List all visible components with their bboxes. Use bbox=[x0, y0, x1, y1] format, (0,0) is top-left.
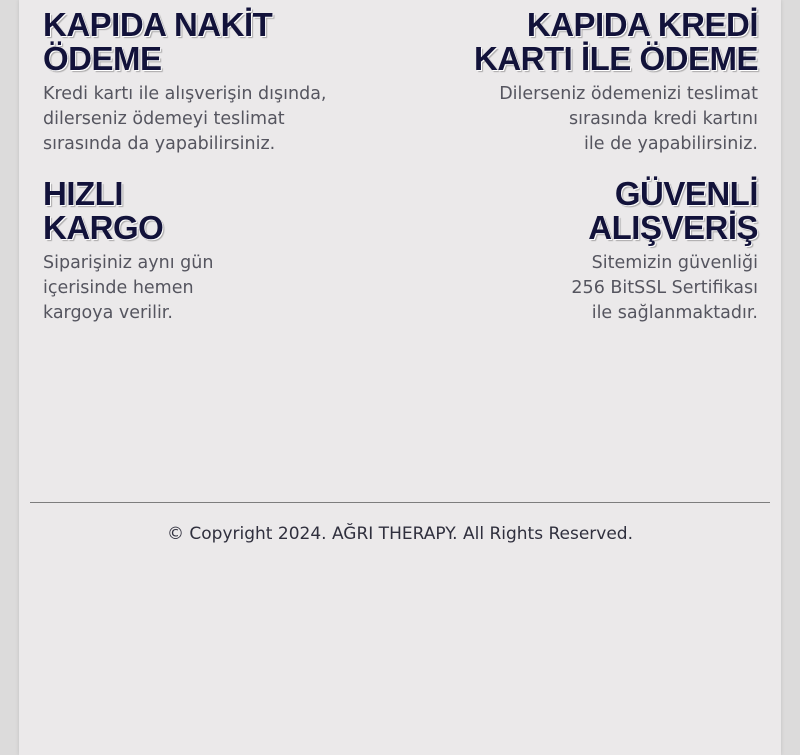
feature-cash-on-delivery bbox=[43, 8, 363, 157]
feature-title bbox=[43, 8, 363, 76]
feature-description-line: ile de yapabilirsiniz. bbox=[584, 134, 758, 154]
feature-title-line: HIZLI bbox=[43, 175, 123, 212]
feature-description-line: Dilerseniz ödemenizi teslimat bbox=[499, 84, 758, 104]
page-container bbox=[19, 0, 781, 755]
feature-description-line: dilerseniz ödemeyi teslimat bbox=[43, 109, 285, 129]
copyright-text: © Copyright 2024. AĞRI THERAPY. All Rights Reserved. bbox=[167, 524, 633, 544]
feature-description-line: Siparişiniz aynı gün bbox=[43, 253, 214, 273]
feature-title-line: ALIŞVERİŞ bbox=[588, 209, 758, 246]
feature-secure-shopping bbox=[438, 177, 758, 326]
feature-description-line: ile sağlanmaktadır. bbox=[591, 303, 758, 323]
feature-description-line: Kredi kartı ile alışverişin dışında, bbox=[43, 84, 327, 104]
feature-description-line: içerisinde hemen bbox=[43, 278, 194, 298]
feature-description bbox=[438, 251, 758, 326]
feature-title-line: KAPIDA KREDİ bbox=[526, 6, 758, 43]
feature-description-line: Sitemizin güvenliği bbox=[591, 253, 758, 273]
feature-description bbox=[43, 251, 363, 326]
feature-fast-shipping bbox=[43, 177, 363, 326]
feature-title bbox=[438, 177, 758, 245]
feature-title bbox=[43, 177, 363, 245]
feature-title-line: KARTI İLE ÖDEME bbox=[473, 40, 758, 77]
feature-title-line: ÖDEME bbox=[43, 40, 162, 77]
feature-description-line: sırasında kredi kartını bbox=[568, 109, 758, 129]
feature-description-line: sırasında da yapabilirsiniz. bbox=[43, 134, 276, 154]
feature-card-on-delivery bbox=[438, 8, 758, 157]
feature-description bbox=[438, 82, 758, 157]
feature-description bbox=[43, 82, 363, 157]
feature-title-line: GÜVENLİ bbox=[614, 175, 758, 212]
feature-description-line: kargoya verilir. bbox=[43, 303, 173, 323]
feature-title-line: KARGO bbox=[43, 209, 164, 246]
footer-divider bbox=[30, 502, 770, 503]
feature-description-line: 256 BitSSL Sertifikası bbox=[571, 278, 758, 298]
feature-title bbox=[438, 8, 758, 76]
feature-title-line: KAPIDA NAKİT bbox=[43, 6, 273, 43]
